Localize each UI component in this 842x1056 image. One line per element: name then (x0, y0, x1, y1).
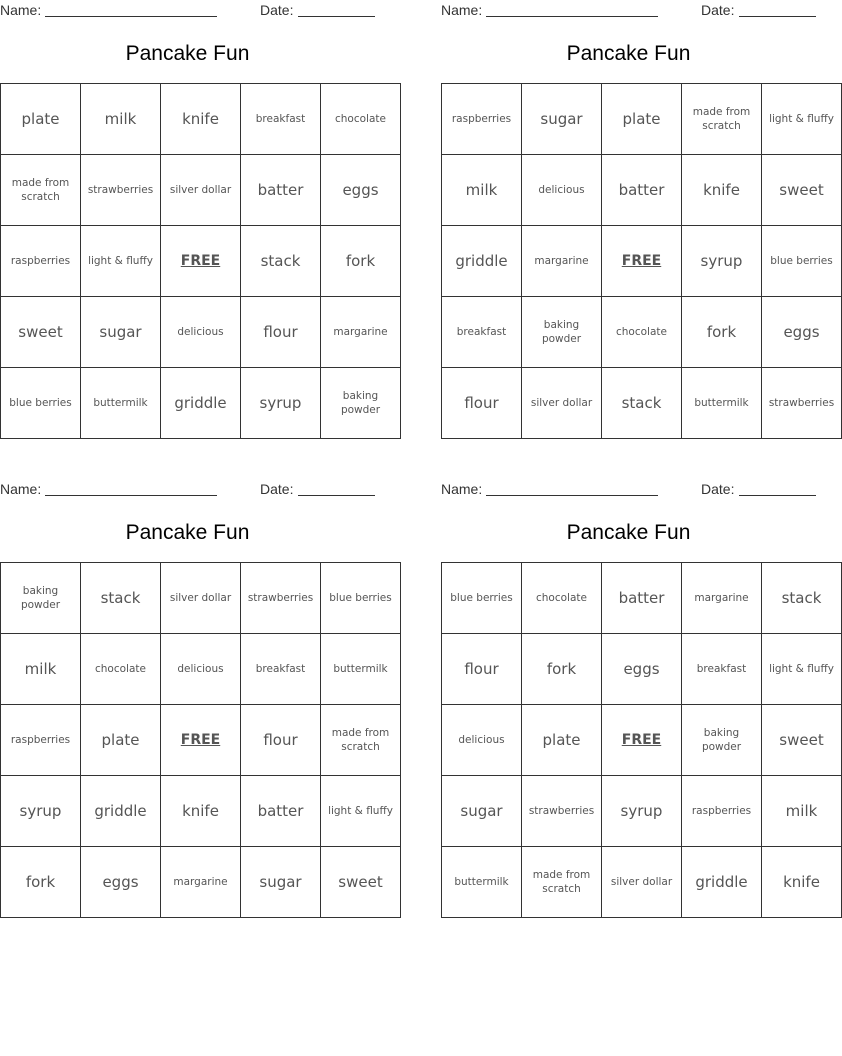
bingo-cell: margarine (161, 847, 241, 918)
bingo-cell: silver dollar (522, 368, 602, 439)
bingo-cell: strawberries (81, 155, 161, 226)
bingo-cell: sweet (321, 847, 401, 918)
bingo-cell: blue berries (321, 563, 401, 634)
bingo-cell: stack (602, 368, 682, 439)
date-label: Date: (260, 2, 294, 18)
free-space: FREE (161, 226, 241, 297)
bingo-cell: made from scratch (522, 847, 602, 918)
bingo-cell: silver dollar (161, 563, 241, 634)
name-line (486, 16, 658, 17)
bingo-cell: batter (602, 563, 682, 634)
bingo-card-2 (441, 0, 835, 435)
name-line (45, 16, 217, 17)
bingo-cell: baking powder (321, 368, 401, 439)
bingo-cell: milk (442, 155, 522, 226)
bingo-cell: batter (602, 155, 682, 226)
bingo-cell: delicious (161, 634, 241, 705)
bingo-cell: chocolate (321, 84, 401, 155)
bingo-cell: delicious (522, 155, 602, 226)
date-line (739, 495, 816, 496)
card-header (441, 0, 816, 20)
bingo-cell: buttermilk (81, 368, 161, 439)
bingo-cell: chocolate (602, 297, 682, 368)
card-title: Pancake Fun (125, 42, 250, 65)
bingo-cell: made from scratch (1, 155, 81, 226)
bingo-cell: stack (81, 563, 161, 634)
date-label: Date: (701, 2, 735, 18)
bingo-cell: stack (241, 226, 321, 297)
bingo-cell: griddle (81, 776, 161, 847)
bingo-cell: fork (1, 847, 81, 918)
bingo-cell: fork (522, 634, 602, 705)
card-title: Pancake Fun (125, 521, 250, 544)
bingo-cell: blue berries (762, 226, 842, 297)
name-line (45, 495, 217, 496)
bingo-cell: batter (241, 155, 321, 226)
name-label: Name: (0, 2, 42, 18)
bingo-cell: flour (241, 297, 321, 368)
bingo-cell: griddle (161, 368, 241, 439)
bingo-cell: griddle (442, 226, 522, 297)
bingo-cell: knife (161, 776, 241, 847)
bingo-cell: strawberries (241, 563, 321, 634)
bingo-grid (0, 83, 401, 439)
bingo-cell: delicious (161, 297, 241, 368)
bingo-cell: breakfast (682, 634, 762, 705)
date-line (739, 16, 816, 17)
bingo-cell: sweet (1, 297, 81, 368)
card-header (441, 479, 816, 499)
bingo-cell: fork (682, 297, 762, 368)
bingo-cell: baking powder (682, 705, 762, 776)
card-title: Pancake Fun (566, 521, 691, 544)
bingo-cell: light & fluffy (81, 226, 161, 297)
bingo-cell: griddle (682, 847, 762, 918)
bingo-cell: batter (241, 776, 321, 847)
bingo-cell: blue berries (1, 368, 81, 439)
bingo-cell: made from scratch (321, 705, 401, 776)
bingo-cell: syrup (602, 776, 682, 847)
bingo-cell: buttermilk (682, 368, 762, 439)
free-space: FREE (602, 705, 682, 776)
bingo-cell: light & fluffy (762, 634, 842, 705)
free-space: FREE (602, 226, 682, 297)
bingo-cell: chocolate (522, 563, 602, 634)
bingo-cell: knife (682, 155, 762, 226)
bingo-cell: chocolate (81, 634, 161, 705)
bingo-cell: baking powder (522, 297, 602, 368)
bingo-cell: plate (1, 84, 81, 155)
bingo-cell: milk (1, 634, 81, 705)
bingo-cell: eggs (81, 847, 161, 918)
bingo-cell: margarine (321, 297, 401, 368)
bingo-cell: plate (81, 705, 161, 776)
bingo-cell: syrup (1, 776, 81, 847)
date-label: Date: (260, 481, 294, 497)
bingo-grid (441, 83, 842, 439)
bingo-cell: silver dollar (602, 847, 682, 918)
bingo-cell: raspberries (682, 776, 762, 847)
bingo-cell: syrup (682, 226, 762, 297)
bingo-cell: sugar (522, 84, 602, 155)
bingo-cell: silver dollar (161, 155, 241, 226)
bingo-cell: eggs (602, 634, 682, 705)
bingo-cell: raspberries (442, 84, 522, 155)
bingo-cell: plate (522, 705, 602, 776)
bingo-cell: raspberries (1, 705, 81, 776)
bingo-cell: flour (442, 634, 522, 705)
name-label: Name: (441, 2, 483, 18)
bingo-grid (0, 562, 401, 918)
bingo-cell: plate (602, 84, 682, 155)
bingo-cell: syrup (241, 368, 321, 439)
bingo-cell: knife (161, 84, 241, 155)
bingo-cell: light & fluffy (321, 776, 401, 847)
bingo-cell: knife (762, 847, 842, 918)
bingo-cell: raspberries (1, 226, 81, 297)
bingo-cell: sweet (762, 705, 842, 776)
bingo-cell: margarine (522, 226, 602, 297)
bingo-cell: breakfast (442, 297, 522, 368)
bingo-cell: buttermilk (321, 634, 401, 705)
bingo-cell: sugar (442, 776, 522, 847)
bingo-cell: margarine (682, 563, 762, 634)
bingo-cell: milk (762, 776, 842, 847)
bingo-cell: eggs (762, 297, 842, 368)
date-line (298, 495, 375, 496)
bingo-cell: baking powder (1, 563, 81, 634)
date-line (298, 16, 375, 17)
bingo-cell: breakfast (241, 84, 321, 155)
bingo-cell: eggs (321, 155, 401, 226)
card-header (0, 479, 375, 499)
bingo-cell: buttermilk (442, 847, 522, 918)
free-space: FREE (161, 705, 241, 776)
bingo-cell: flour (241, 705, 321, 776)
bingo-card-3 (0, 479, 393, 914)
bingo-cell: light & fluffy (762, 84, 842, 155)
name-label: Name: (441, 481, 483, 497)
bingo-cell: breakfast (241, 634, 321, 705)
date-label: Date: (701, 481, 735, 497)
bingo-cell: flour (442, 368, 522, 439)
bingo-cell: stack (762, 563, 842, 634)
name-line (486, 495, 658, 496)
bingo-cell: strawberries (762, 368, 842, 439)
bingo-cell: strawberries (522, 776, 602, 847)
bingo-card-1 (0, 0, 388, 435)
bingo-cell: blue berries (442, 563, 522, 634)
bingo-cell: sugar (81, 297, 161, 368)
card-title: Pancake Fun (566, 42, 691, 65)
name-label: Name: (0, 481, 42, 497)
bingo-cell: sugar (241, 847, 321, 918)
card-header (0, 0, 375, 20)
bingo-cell: sweet (762, 155, 842, 226)
bingo-card-4 (441, 479, 834, 914)
bingo-cell: made from scratch (682, 84, 762, 155)
bingo-grid (441, 562, 842, 918)
bingo-cell: delicious (442, 705, 522, 776)
bingo-cell: milk (81, 84, 161, 155)
bingo-cell: fork (321, 226, 401, 297)
